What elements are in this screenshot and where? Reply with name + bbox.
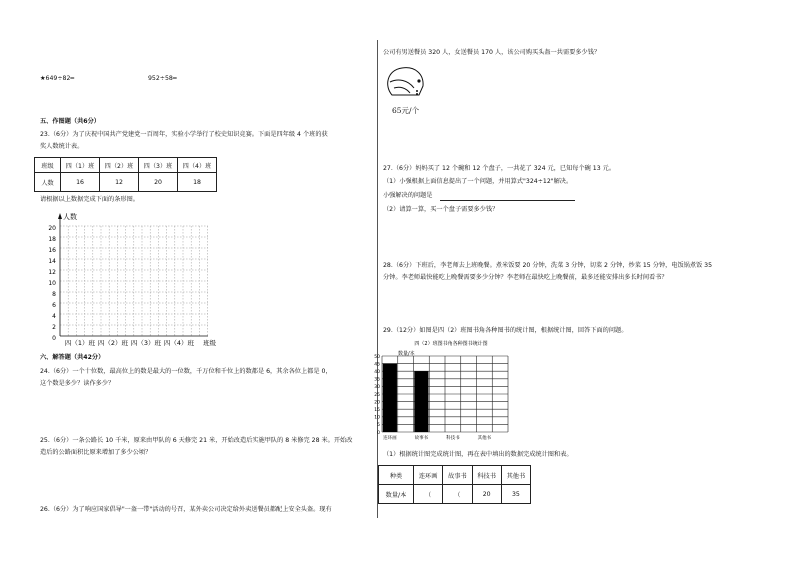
chart-x-label: 连环画 <box>383 436 397 441</box>
award-table <box>34 157 217 192</box>
table-header: 班级 <box>35 158 61 173</box>
calc-2: 952÷58═ <box>148 75 177 82</box>
chart-y-tick: 5 <box>377 423 380 429</box>
table-header: 种类 <box>379 466 414 485</box>
chart-x-label: 故事书 <box>414 436 429 441</box>
table-row-label: 数量/本 <box>379 485 414 504</box>
chart-y-tick: 15 <box>374 408 380 413</box>
table-header: 四（1）班 <box>61 158 100 173</box>
table-cell: 20 <box>472 485 501 504</box>
q28-line2: 分钟。李老师最快能吃上晚餐需要多少分钟？李老师在最快吃上晚餐前，最多还能安排出多长时间看书？ <box>383 274 668 281</box>
y-tick: 14 <box>48 258 56 265</box>
table-cell: 18 <box>178 173 217 192</box>
q28-line1: 28.（6分）下班后，李老师去上班晚餐。煮米饭要 20 分钟，洗菜 3 分钟，切菜 2 分钟，炒菜 15 分钟，电饭锅煮饭 35 <box>383 262 713 269</box>
y-tick: 10 <box>48 280 56 287</box>
y-tick: 2 <box>52 324 56 331</box>
chart-y-tick: 40 <box>374 370 380 375</box>
q26-line1: 26.（6分）为了响应国家倡导"一盔一带"活动的号召，某外卖公司决定给外卖送餐员都配上安全头盔。现有 <box>40 506 332 513</box>
book-table <box>378 465 531 504</box>
calc-1: ★649÷82═ <box>40 75 75 82</box>
q25-line1: 25.（6分）一条公路长 10 千米，原来由甲队的 6 天修完 21 米，开始改造后实施甲队的 8 米修完 28 米。开始改 <box>40 437 353 444</box>
helmet-price: 65元/个 <box>392 106 420 115</box>
blank-bar-grid <box>36 208 226 348</box>
q25-line2: 造后的公路面积比原来增加了多少公顷？ <box>40 449 152 456</box>
q26-line2: 公司有男送餐员 320 人，女送餐员 170 人，该公司购买头盔一共需要多少钱？ <box>383 49 601 56</box>
y-tick: 20 <box>48 225 56 232</box>
chart-y-axis-label: 数量/本 <box>398 351 415 357</box>
table-header: 四（3）班 <box>139 158 178 173</box>
q27-part1b: 小强解决的问题是 <box>383 192 433 199</box>
y-tick: 0 <box>52 335 56 342</box>
chart-y-tick: 20 <box>374 400 380 406</box>
chart-bar <box>383 364 397 432</box>
answer-blank[interactable] <box>440 200 575 201</box>
y-axis-arrow <box>58 213 62 219</box>
table-header: 四（2）班 <box>100 158 139 173</box>
table-cell[interactable]: （ <box>414 485 443 504</box>
chart-x-label: 其他书 <box>477 436 492 441</box>
y-tick: 12 <box>48 269 56 276</box>
q23-line2: 奖人数统计表。 <box>40 143 84 150</box>
chart-y-tick: 25 <box>374 392 380 398</box>
table-header: 故事书 <box>443 466 472 485</box>
chart-title: 四（2）班图书角各种图书统计图 <box>414 341 488 347</box>
chart-y-tick: 45 <box>374 362 380 368</box>
x-label: 四（2）班 <box>97 339 129 347</box>
y-tick: 4 <box>52 313 56 320</box>
q23-line1: 23.（6分）为了庆祝中国共产党建党一百周年，实验小学举行了校史知识竞赛。下面是四年级 4 个班的获 <box>40 131 328 138</box>
table-cell[interactable]: （ <box>443 485 472 504</box>
chart-y-tick: 30 <box>374 385 380 391</box>
helmet-icon <box>382 62 434 104</box>
y-tick: 6 <box>52 302 56 309</box>
chart-y-tick: 50 <box>374 354 380 360</box>
y-tick: 16 <box>48 247 56 254</box>
table-cell: 16 <box>61 173 100 192</box>
table-header: 四（4）班 <box>178 158 217 173</box>
q24-line2: 这个数是多少？读作多少？ <box>40 380 115 387</box>
x-axis-end-label: 班级 <box>203 339 216 347</box>
chart-y-tick: 35 <box>374 377 380 383</box>
q27-part1: （1）小强根据上面信息提出了一个问题，并用算式"324÷12"解决。 <box>383 178 573 185</box>
chart-y-tick: 0 <box>377 430 380 436</box>
table-header: 连环画 <box>414 466 443 485</box>
table-header: 科技书 <box>472 466 501 485</box>
book-bar-chart <box>368 336 540 448</box>
x-label: 四（1）班 <box>64 339 96 347</box>
table-row-label: 人数 <box>35 173 61 192</box>
x-label: 四（4）班 <box>163 339 195 347</box>
y-tick: 8 <box>52 291 56 298</box>
q27-part2: （2）请算一算，买一个盘子需要多少钱？ <box>383 206 499 213</box>
chart-bar <box>414 371 428 432</box>
chart-x-label: 科技书 <box>446 436 460 441</box>
y-tick: 18 <box>48 236 56 243</box>
table-cell: 20 <box>139 173 178 192</box>
q29-line1: 29.（12分）如图是四（2）班图书角各种图书的统计图，根据统计图，回答下面的问题。 <box>383 327 628 334</box>
section-5-title: 五、作图题（共6分） <box>40 118 100 125</box>
table-cell: 35 <box>501 485 530 504</box>
table-cell: 12 <box>100 173 139 192</box>
x-label: 四（3）班 <box>130 339 162 347</box>
y-axis-title: 人数 <box>63 213 77 221</box>
table-header: 其他书 <box>501 466 530 485</box>
q27-line1: 27.（6分）妈妈买了 12 个碗和 12 个盘子，一共花了 324 元，已知每个碗 13 元。 <box>383 165 616 172</box>
q24-line1: 24.（6分）一个十位数，最高位上的数是最大的一位数，千万位和千位上的数都是 6，其余各位上都是 0， <box>40 368 332 375</box>
chart-y-tick: 10 <box>374 415 380 421</box>
q29-part1: （1）根据统计图完成统计图，再在表中填出的数据完成统计图和表。 <box>383 451 573 458</box>
q23-note: 请根据以上数据完成下面的条形图。 <box>40 196 139 203</box>
section-6-title: 六、解答题（共42分） <box>40 354 105 361</box>
